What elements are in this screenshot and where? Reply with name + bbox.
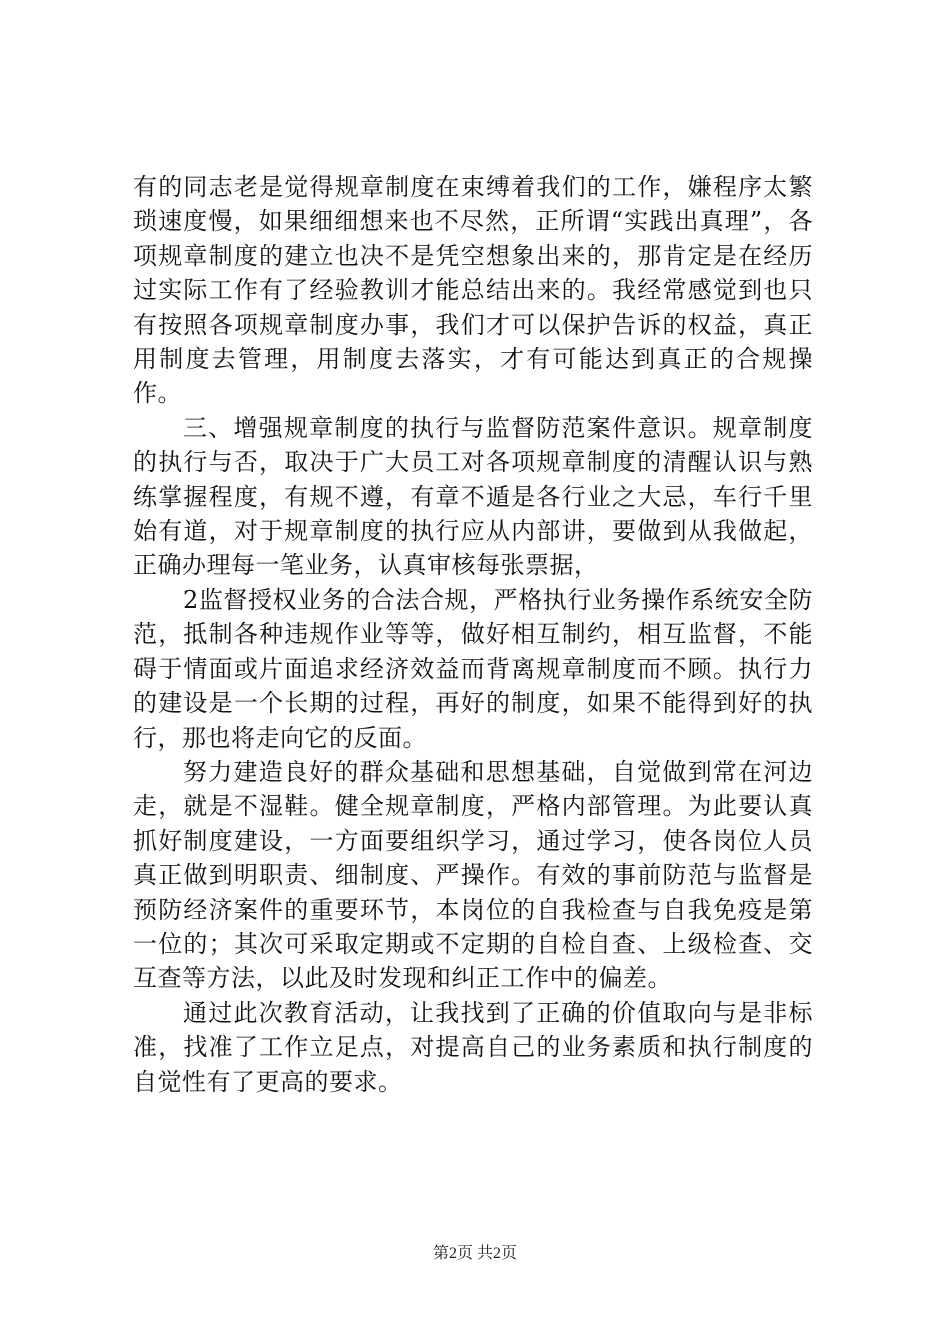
page-number-footer: 第2页 共2页 [432, 1245, 517, 1262]
paragraph-5: 通过此次教育活动，让我找到了正确的价值取向与是非标准，找准了工作立足点，对提高自己的业务素质和执行制度的自觉性有了更高的要求。 [133, 998, 813, 1096]
paragraph-3: 2监督授权业务的合法合规，严格执行业务操作系统安全防范，抵制各种违规作业等等，做好相互制约，相互监督，不能碍于情面或片面追求经济效益而背离规章制度而不顾。执行力的建设是一个长期的过程，再好的制度，如果不能得到好的执行，那也将走向它的反面。 [133, 585, 813, 752]
paragraph-4: 努力建造良好的群众基础和思想基础，自觉做到常在河边走，就是不湿鞋。健全规章制度，严格内部管理。为此要认真抓好制度建设，一方面要组织学习，通过学习，使各岗位人员真正做到明职责、细制度、严操作。有效的事前防范与监督是预防经济案件的重要环节，本岗位的自我检查与自我免疫是第一位的；其次可采取定期或不定期的自检自查、上级检查、交互查等方法，以此及时发现和纠正工作中的偏差。 [133, 757, 813, 993]
paragraph-2: 三、增强规章制度的执行与监督防范案件意识。规章制度的执行与否，取决于广大员工对各项规章制度的清醒认识与熟练掌握程度，有规不遵，有章不遁是各行业之大忌，车行千里始有道，对于规章制度的执行应从内部讲，要做到从我做起，正确办理每一笔业务，认真审核每张票据， [133, 413, 813, 580]
paragraph-1: 有的同志老是觉得规章制度在束缚着我们的工作，嫌程序太繁琐速度慢，如果细细想来也不尽然，正所谓“实践出真理”，各项规章制度的建立也决不是凭空想象出来的，那肯定是在经历过实际工作有了经验教训才能总结出来的。我经常感觉到也只有按照各项规章制度办事，我们才可以保护告诉的权益，真正用制度去管理，用制度去落实，才有可能达到真正的合规操作。 [133, 173, 813, 408]
document-body [133, 170, 813, 1099]
